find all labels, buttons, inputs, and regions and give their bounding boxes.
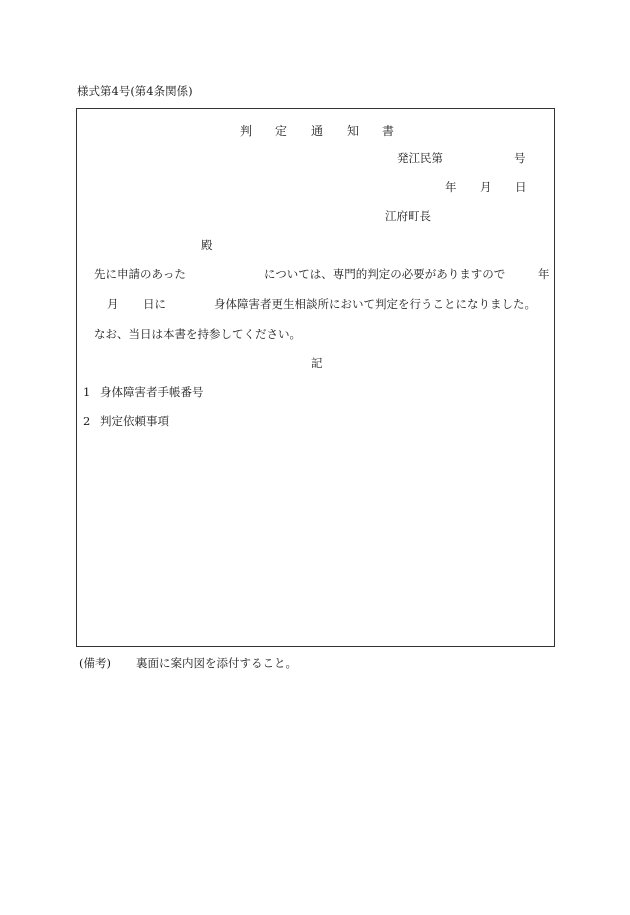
body-line2-month: 月 <box>107 297 119 311</box>
date-year: 年 <box>445 180 457 194</box>
title-char: 書 <box>382 124 395 138</box>
title-char: 定 <box>275 124 288 138</box>
title-char: 判 <box>240 124 253 138</box>
body-line1-b: については、専門的判定の必要がありますので <box>264 267 506 281</box>
ki-heading: 記 <box>311 356 323 370</box>
item-number: 2 <box>83 414 91 428</box>
issuer: 江府町長 <box>385 209 431 223</box>
body-line2-day: 日に <box>143 297 166 311</box>
body-line2-rest: 身体障害者更生相談所において判定を行うことになりました。 <box>214 297 536 311</box>
body-line1-year: 年 <box>538 267 550 281</box>
form-label: 様式第4号(第4条関係) <box>77 84 193 98</box>
date-month: 月 <box>480 180 492 194</box>
item-label: 身体障害者手帳番号 <box>100 385 204 399</box>
item-number: 1 <box>83 385 91 399</box>
title-char: 通 <box>311 124 324 138</box>
recipient-honorific: 殿 <box>201 238 213 252</box>
item-label: 判定依頼事項 <box>100 414 169 428</box>
body-line1-a: 先に申請のあった <box>94 267 186 281</box>
remarks-label: (備考) <box>79 656 111 670</box>
title-char: 知 <box>347 124 360 138</box>
doc-number-suffix: 号 <box>514 151 526 165</box>
date-day: 日 <box>515 180 527 194</box>
body-line3: なお、当日は本書を持参してください。 <box>94 327 301 341</box>
remarks-text: 裏面に案内図を添付すること。 <box>136 656 297 670</box>
doc-number-prefix: 発江民第 <box>397 151 443 165</box>
